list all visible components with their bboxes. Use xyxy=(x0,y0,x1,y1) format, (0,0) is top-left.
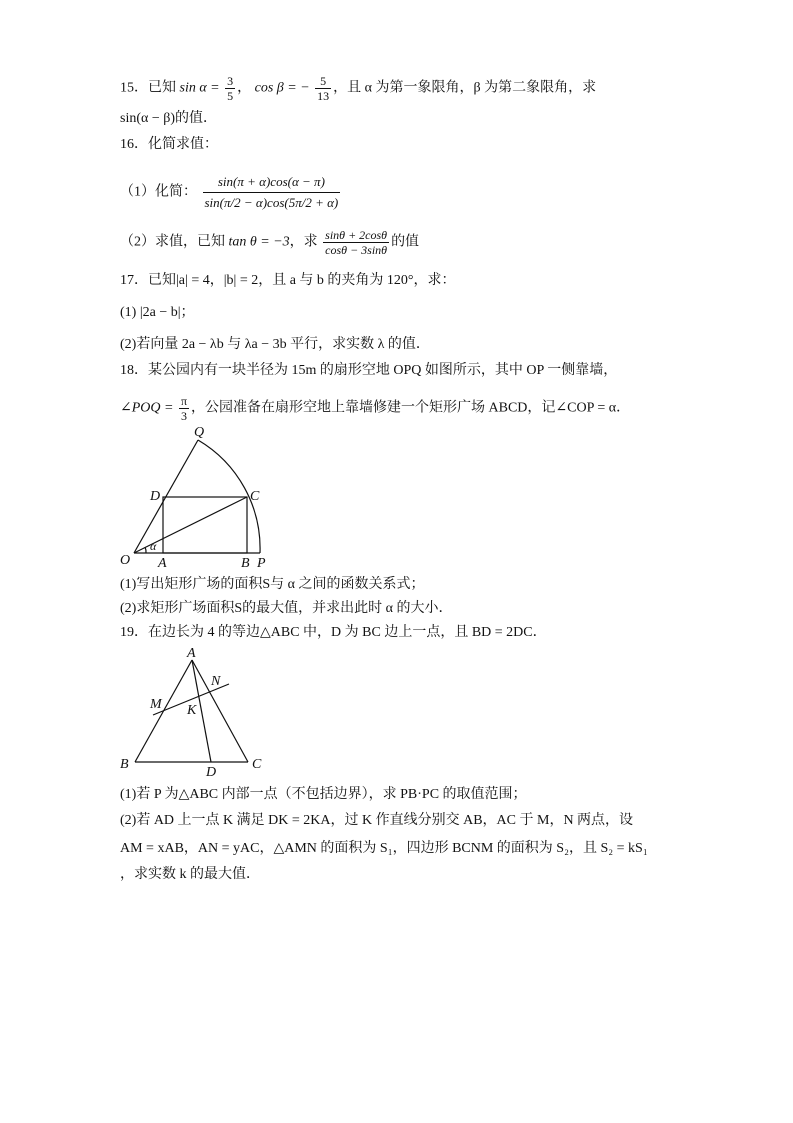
q15-text-a: 已知 xyxy=(148,80,176,96)
q16-part1-fraction: $\frac{\sin(\pi + \alpha)\cos(\alpha - \pi)}{\sin(\pi/2 - \alpha)\cos(5\pi/2 + \alpha)}$ xyxy=(204,174,339,210)
fig18-label-A: A xyxy=(158,556,167,571)
q18-sector-figure xyxy=(110,422,280,572)
q19-part2-line3: ，求实数 k 的最大值． xyxy=(120,867,260,882)
fig18-label-Q: Q xyxy=(194,425,205,440)
fig19-label-B: B xyxy=(120,757,129,772)
q17-line1: 17．已知|a| = 4，|b| = 2，且 a 与 b 的夹角为 120°，求： xyxy=(120,273,456,288)
q15-number: 15． xyxy=(120,80,148,96)
q16-part1-label: （1）化简： xyxy=(120,184,197,200)
fig18-label-O: O xyxy=(120,553,131,568)
q19-part2-line1: (2)若 AD 上一点 K 满足 DK = 2KA，过 K 作直线分别交 AB，AC 于 M，N 两点，设 xyxy=(120,813,634,828)
fig18-label-D: D xyxy=(150,489,161,504)
fig19-label-K: K xyxy=(187,703,197,718)
fig19-label-D: D xyxy=(206,765,217,780)
q19-part1: (1)若 P 为△ABC 内部一点（不包括边界），求 PB·PC 的取值范围； xyxy=(120,787,527,802)
q17-part1: (1) |2a − b|； xyxy=(120,305,195,320)
q19-part2-line2: AM = xAB，AN = yAC，△AMN 的面积为 S₁，四边形 BCNM 的面积为 S₂，且 S₂ = kS₁ xyxy=(120,841,648,856)
q18-angle-fraction: $\frac{\pi}{3}$ xyxy=(180,394,188,423)
fig18-label-C: C xyxy=(250,489,260,504)
fig18-label-P: P xyxy=(257,556,266,571)
fig19-label-A: A xyxy=(187,646,196,661)
q15-line2: sin(α − β)的值． xyxy=(120,111,218,126)
q16-part1 xyxy=(120,172,342,213)
q15-text-b: ，且 α 为第一象限角，β 为第二象限角，求 xyxy=(333,80,597,96)
fig18-label-alpha: α xyxy=(150,539,157,553)
q18-part2: (2)求矩形广场面积S的最大值，并求出此时 α 的大小． xyxy=(120,601,453,616)
fig18-label-B: B xyxy=(241,556,250,571)
q15-sin-alpha: sin α = xyxy=(179,80,220,96)
q15-cos-beta: cos β = − xyxy=(254,80,310,96)
q15-sin-fraction: $\frac{3}{5}$ xyxy=(227,74,234,103)
q17-part2: (2)若向量 2a − λb 与 λa − 3b 平行，求实数 λ 的值． xyxy=(120,337,430,352)
q16-part2-fraction: $\frac{\sin\theta + 2\cos\theta}{\cos\theta - 3\sin\theta}$ xyxy=(325,228,388,257)
q16-part2: （2）求值，已知 tan θ = −3，求 $\frac{\sin\theta + 2\cos\theta}{\cos\theta - 3\sin\theta}$ 的值 xyxy=(120,228,420,257)
fig19-label-N: N xyxy=(211,674,221,689)
q15-cos-fraction: $\frac{5}{13}$ xyxy=(317,74,330,103)
q19-triangle-figure xyxy=(115,644,270,782)
fig18-rectangle-ABCD xyxy=(163,497,247,553)
fig18-angle-arc xyxy=(145,547,146,553)
q15-line1: 15．已知 sin α = $\frac{3}{5}$ ， cos β = − $\frac{5}{13}$ ，且 α 为第一象限角，β 为第二象限角，求 xyxy=(120,74,597,103)
q16-title: 16．化简求值： xyxy=(120,137,218,152)
q18-line1: 18．某公园内有一块半径为 15m 的扇形空地 OPQ 如图所示，其中 OP 一侧靠墙， xyxy=(120,363,618,378)
fig19-label-C: C xyxy=(252,757,262,772)
fig19-label-M: M xyxy=(150,697,162,712)
q16-tan-condition: tan θ = −3 xyxy=(228,234,290,250)
q18-part1: (1)写出矩形广场的面积S与 α 之间的函数关系式； xyxy=(120,577,425,592)
q18-line2: ∠POQ = $\frac{\pi}{3}$ ，公园准备在扇形空地上靠墙修建一个矩形广场 ABCD，记∠COP = α． xyxy=(120,394,631,423)
q19-line1: 19．在边长为 4 的等边△ABC 中，D 为 BC 边上一点，且 BD = 2DC． xyxy=(120,625,547,640)
